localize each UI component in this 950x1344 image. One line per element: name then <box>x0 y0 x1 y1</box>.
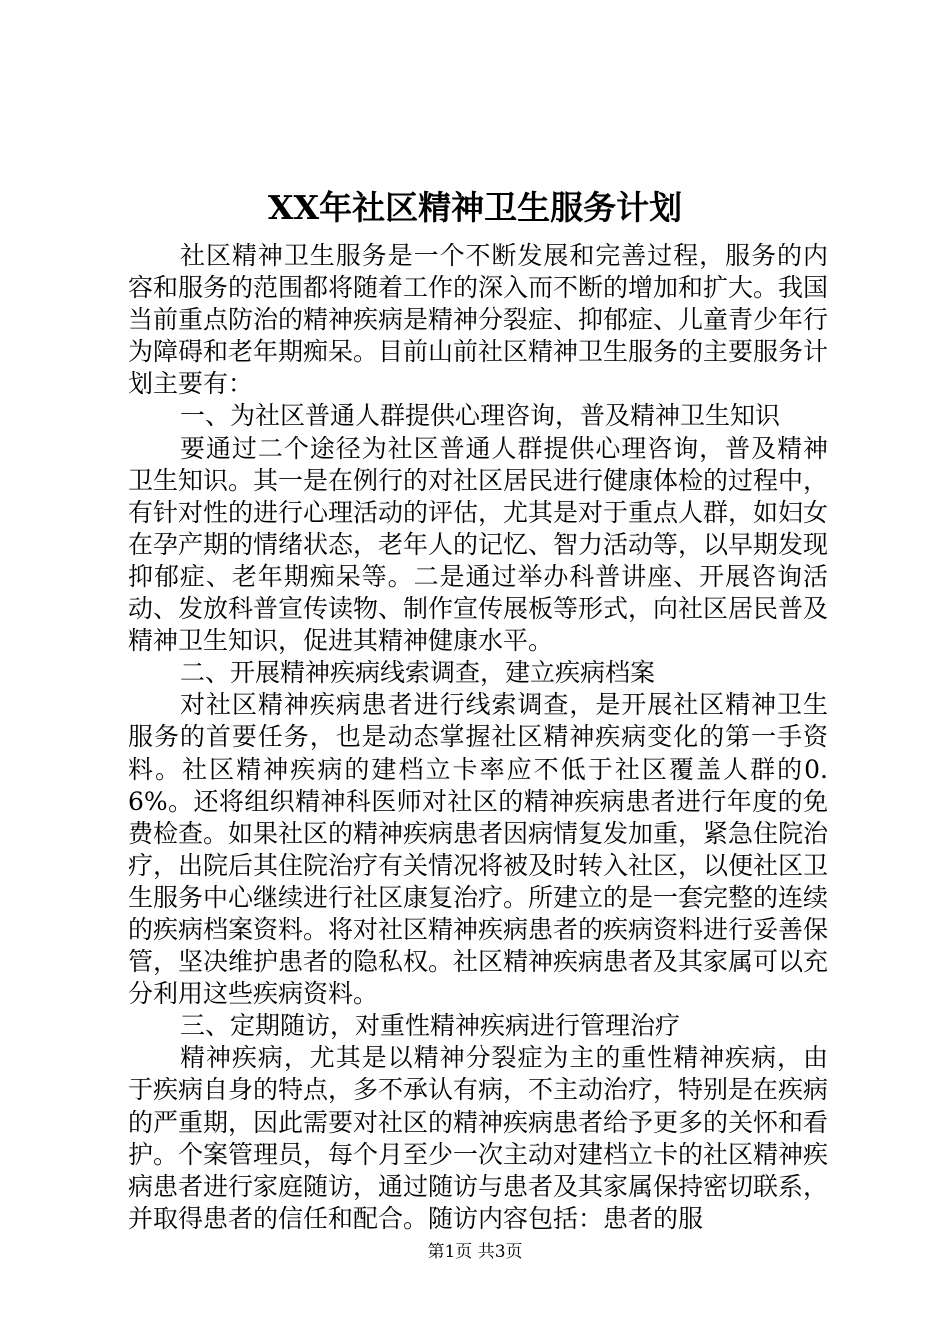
section-heading-1: 一、为社区普通人群提供心理咨询，普及精神卫生知识 <box>180 401 781 431</box>
intro-paragraph: 社区精神卫生服务是一个不断发展和完善过程，服务的内容和服务的范围都将随着工作的深入而不断的增加和扩大。我国当前重点防治的精神疾病是精神分裂症、抑郁症、儿童青少年行为障碍和老年期痴呆。目前山前社区精神卫生服务的主要服务计划主要有： <box>128 241 829 399</box>
section-paragraph-2: 对社区精神疾病患者进行线索调查，是开展社区精神卫生服务的首要任务，也是动态掌握社区精神疾病变化的第一手资料。社区精神疾病的建档立卡率应不低于社区覆盖人群的0.6%。还将组织精神科医师对社区的精神疾病患者进行年度的免费检查。如果社区的精神疾病患者因病情复发加重，紧急住院治疗，出院后其住院治疗有关情况将被及时转入社区，以便社区卫生服务中心继续进行社区康复治疗。所建立的是一套完整的连续的疾病档案资料。将对社区精神疾病患者的疾病资料进行妥善保管，坚决维护患者的隐私权。社区精神疾病患者及其家属可以充分利用这些疾病资料。 <box>128 690 829 1009</box>
document-title: XX年社区精神卫生服务计划 <box>267 188 683 227</box>
document-body <box>128 240 828 1235</box>
page-number-footer: 第1页 共3页 <box>427 1242 523 1262</box>
section-heading-3: 三、定期随访，对重性精神疾病进行管理治疗 <box>180 1011 681 1041</box>
section-paragraph-3: 精神疾病，尤其是以精神分裂症为主的重性精神疾病，由于疾病自身的特点，多不承认有病，不主动治疗，特别是在疾病的严重期，因此需要对社区的精神疾病患者给予更多的关怀和看护。个案管理员，每个月至少一次主动对建档立卡的社区精神疾病患者进行家庭随访，通过随访与患者及其家属保持密切联系，并取得患者的信任和配合。随访内容包括：患者的服 <box>128 1043 829 1233</box>
section-paragraph-1: 要通过二个途径为社区普通人群提供心理咨询，普及精神卫生知识。其一是在例行的对社区居民进行健康体检的过程中，有针对性的进行心理活动的评估，尤其是对于重点人群，如妇女在孕产期的情绪状态，老年人的记忆、智力活动等，以早期发现抑郁症、老年期痴呆等。二是通过举办科普讲座、开展咨询活动、发放科普宣传读物、制作宣传展板等形式，向社区居民普及精神卫生知识，促进其精神健康水平。 <box>128 433 829 656</box>
section-heading-2: 二、开展精神疾病线索调查，建立疾病档案 <box>180 658 656 688</box>
